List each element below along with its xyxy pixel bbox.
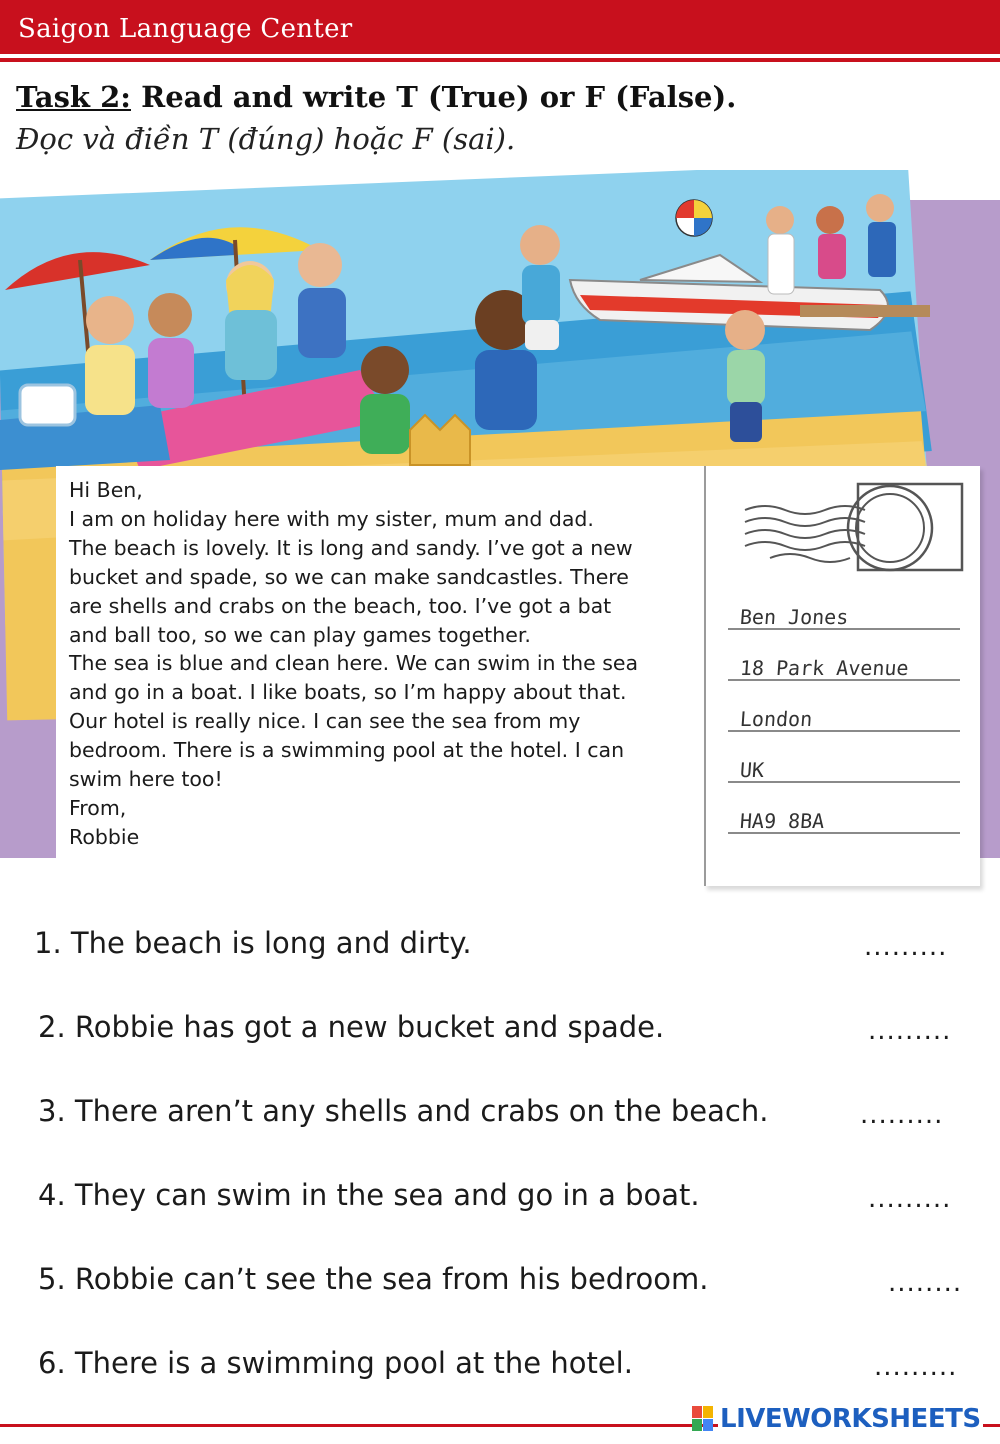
question-5: 5. Robbie can’t see the sea from his bedroom. [38,1262,709,1296]
beach-ball [676,200,712,236]
answer-blank-2[interactable]: ......... [868,1016,952,1046]
task-instruction: Read and write T (True) or F (False). [131,80,737,114]
letter-line: bedroom. There is a swimming pool at the hotel. I can [69,738,625,763]
letter-line: and go in a boat. I like boats, so I’m happy about that. [69,680,627,705]
liveworksheets-logo-icon [692,1406,714,1432]
header-title: Saigon Language Center [18,14,353,44]
letter-line: swim here too! [69,767,223,792]
letter-line: and ball too, so we can play games together. [69,622,531,647]
answer-blank-5[interactable]: ........ [888,1268,963,1298]
task-label: Task 2: [16,80,131,114]
letter-line: The beach is lovely. It is long and sandy. I’ve got a new [69,535,633,560]
letter-line: are shells and crabs on the beach, too. I’ve got a bat [69,593,612,618]
answer-blank-4[interactable]: ......... [868,1184,952,1214]
letter-line: bucket and spade, so we can make sandcastles. There [69,564,629,589]
question-1: 1. The beach is long and dirty. [34,926,472,960]
question-2: 2. Robbie has got a new bucket and spade. [38,1010,665,1044]
letter-line: Robbie [69,824,140,849]
letter-line: The sea is blue and clean here. We can swim in the sea [69,651,639,676]
address-country: UK [739,758,765,782]
task-subtitle: Đọc và điền T (đúng) hoặc F (sai). [16,122,516,156]
brand-name: LIVEWORKSHEETS [720,1404,981,1434]
address-city: London [739,707,814,731]
question-4: 4. They can swim in the sea and go in a boat. [38,1178,700,1212]
question-6: 6. There is a swimming pool at the hotel. [38,1346,633,1380]
letter-line: Hi Ben, [69,478,143,502]
answer-blank-1[interactable]: ......... [864,932,948,962]
address-name: Ben Jones [739,605,850,629]
address-postcode: HA9 8BA [739,809,826,833]
letter-line: I am on holiday here with my sister, mum and dad. [69,506,594,531]
answer-blank-3[interactable]: ......... [860,1100,944,1130]
header-divider [0,58,1000,62]
task-heading [16,80,736,114]
liveworksheets-logo [692,1404,983,1434]
address-street: 18 Park Avenue [739,656,910,680]
letter-line: From, [69,795,127,820]
answer-blank-6[interactable]: ......... [874,1352,958,1382]
header-bar [0,0,1000,54]
letter-text [69,476,699,852]
letter-line: Our hotel is really nice. I can see the sea from my [69,709,581,734]
question-3: 3. There aren’t any shells and crabs on the beach. [38,1094,769,1128]
postmark-stamp-icon [740,480,970,580]
